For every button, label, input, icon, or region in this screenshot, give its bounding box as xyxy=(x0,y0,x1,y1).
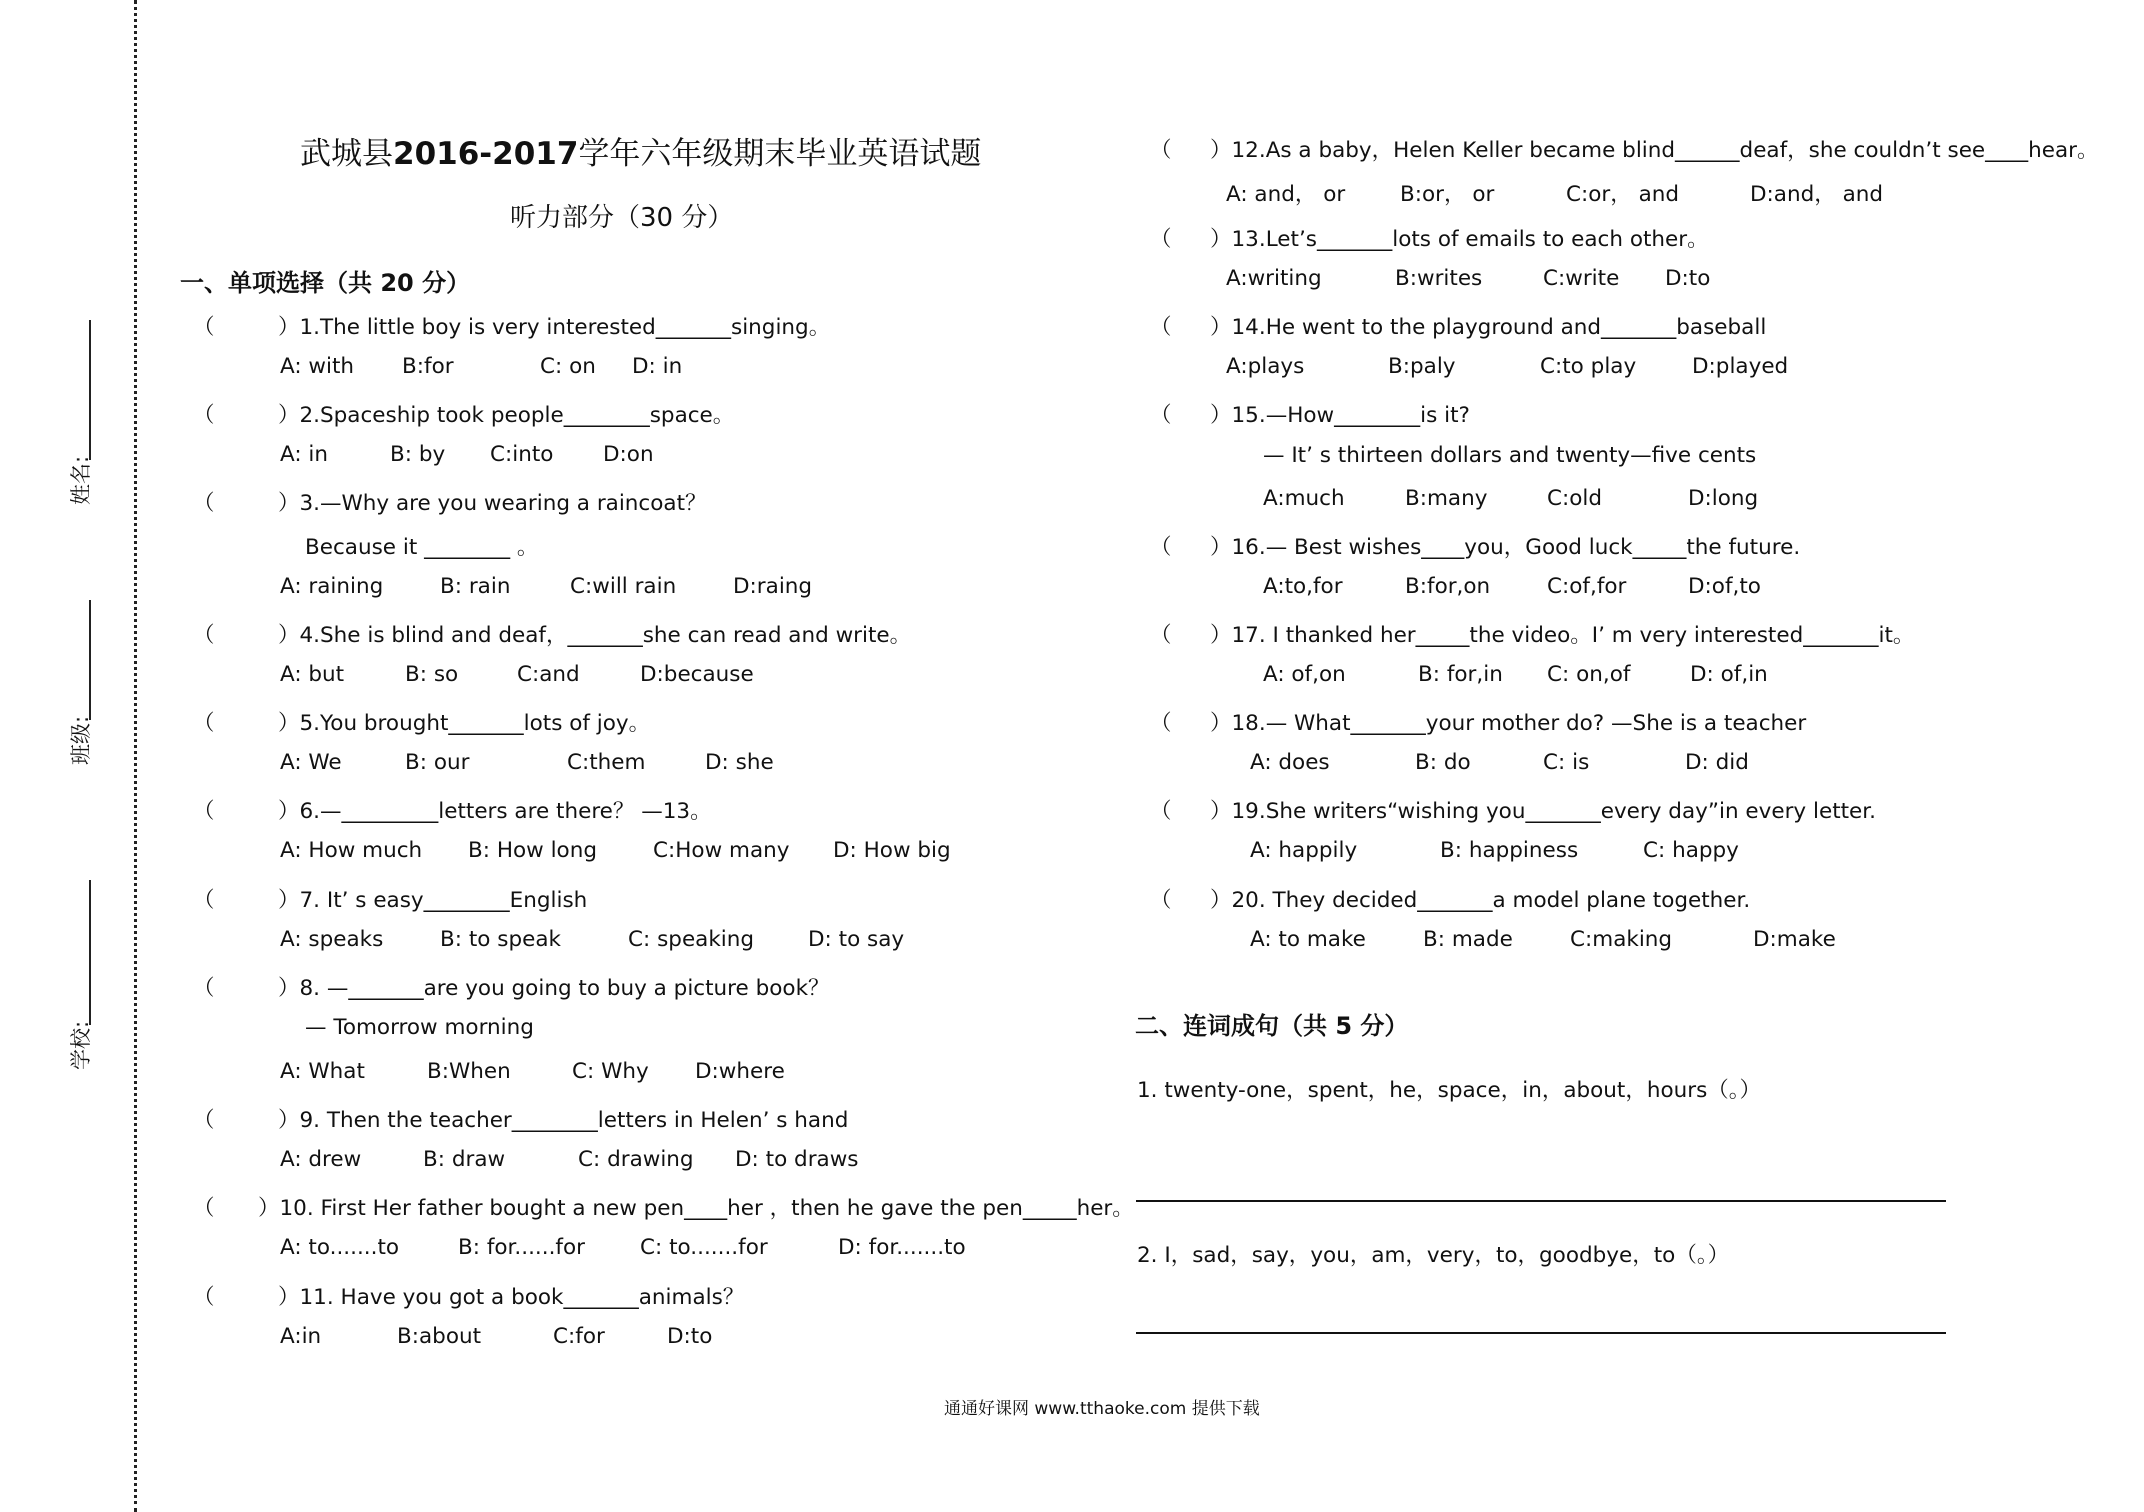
reorder-item-2: 2. I，sad，say，you，am，very，to，goodbye，to（。） xyxy=(1137,1243,1730,1268)
answer-bracket[interactable]: （ xyxy=(1150,888,1172,913)
school-rule xyxy=(89,880,91,1025)
answer-option: D:to xyxy=(1665,266,1711,291)
answer-option: B: How long xyxy=(468,838,597,863)
answer-option: D:on xyxy=(603,442,654,467)
question-stem: ）4.She is blind and deaf，_______she can read and write。 xyxy=(278,623,912,648)
answer-bracket[interactable]: （ xyxy=(1150,799,1172,824)
section2-heading: 二、连词成句（共 5 分） xyxy=(1135,1012,1409,1040)
answer-bracket[interactable]: （ xyxy=(193,1196,215,1221)
answer-option: B:many xyxy=(1405,486,1488,511)
question-stem: ）17. I thanked her_____the video。I’ m very interested_______it。 xyxy=(1210,623,1915,648)
answer-option: D:and， and xyxy=(1750,182,1884,207)
question-stem: ）19.She writers“wishing you_______every day”in every letter. xyxy=(1210,799,1876,824)
answer-option: B:writes xyxy=(1395,266,1483,291)
school-label: 学校: xyxy=(69,1020,93,1070)
answer-bracket[interactable]: （ xyxy=(193,403,215,428)
answer-bracket[interactable]: （ xyxy=(193,799,215,824)
answer-option: A: in xyxy=(280,442,329,467)
answer-option: A: but xyxy=(280,662,345,687)
answer-option: C:or， and xyxy=(1566,182,1680,207)
title-years: 2016-2017 xyxy=(393,136,579,172)
answer-option: A: of,on xyxy=(1263,662,1346,687)
answer-option: C: on,of xyxy=(1547,662,1631,687)
answer-option: B: rain xyxy=(440,574,511,599)
answer-option: C:How many xyxy=(653,838,790,863)
question-stem: ）3.—Why are you wearing a raincoat？ xyxy=(278,491,707,516)
class-field xyxy=(60,600,100,850)
answer-option: D:to xyxy=(667,1324,713,1349)
question-stem: ）11. Have you got a book_______animals？ xyxy=(278,1285,745,1310)
question-stem: ）15.—How________is it? xyxy=(1210,403,1470,428)
answer-option: D: for.......to xyxy=(838,1235,966,1260)
answer-option: C:of,for xyxy=(1547,574,1627,599)
question-stem: ）18.— What_______your mother do? —She is a teacher xyxy=(1210,711,1807,736)
answer-line-1[interactable] xyxy=(1136,1200,1946,1202)
answer-bracket[interactable]: （ xyxy=(1150,403,1172,428)
answer-option: A: raining xyxy=(280,574,384,599)
answer-bracket[interactable]: （ xyxy=(1150,227,1172,252)
question-stem: ）7. It’ s easy________English xyxy=(278,888,588,913)
answer-option: C:making xyxy=(1570,927,1673,952)
answer-option: B:or， or xyxy=(1400,182,1495,207)
answer-option: B: draw xyxy=(423,1147,506,1172)
answer-option: B: to speak xyxy=(440,927,561,952)
class-rule xyxy=(89,600,91,720)
answer-bracket[interactable]: （ xyxy=(1150,315,1172,340)
answer-bracket[interactable]: （ xyxy=(193,623,215,648)
question-stem: ）12.As a baby，Helen Keller became blind______deaf，she couldn’t see____hear。 xyxy=(1210,138,2099,163)
answer-bracket[interactable]: （ xyxy=(1150,535,1172,560)
answer-option: C: Why xyxy=(572,1059,649,1084)
school-field xyxy=(60,880,100,1100)
question-stem: ）20. They decided_______a model plane together. xyxy=(1210,888,1751,913)
answer-option: B: for,in xyxy=(1418,662,1503,687)
answer-option: B: for......for xyxy=(458,1235,585,1260)
answer-bracket[interactable]: （ xyxy=(1150,623,1172,648)
answer-option: A: happily xyxy=(1250,838,1358,863)
answer-option: A:writing xyxy=(1226,266,1322,291)
answer-option: C:them xyxy=(567,750,646,775)
footer-credit: 通通好课网 www.tthaoke.com 提供下载 xyxy=(944,1399,1260,1419)
question-stem: ）2.Spaceship took people________space。 xyxy=(278,403,735,428)
answer-option: C:into xyxy=(490,442,554,467)
answer-option: B: our xyxy=(405,750,470,775)
answer-option: A: with xyxy=(280,354,355,379)
answer-option: B: do xyxy=(1415,750,1471,775)
answer-line-2[interactable] xyxy=(1136,1332,1946,1334)
answer-option: A: and， or xyxy=(1226,182,1346,207)
answer-option: D: to draws xyxy=(735,1147,859,1172)
question-stem: ）5.You brought_______lots of joy。 xyxy=(278,711,651,736)
answer-option: B: made xyxy=(1423,927,1513,952)
answer-bracket[interactable]: （ xyxy=(193,888,215,913)
answer-option: D: of,in xyxy=(1690,662,1768,687)
answer-option: A:plays xyxy=(1226,354,1305,379)
answer-option: D: How big xyxy=(833,838,951,863)
answer-option: C: is xyxy=(1543,750,1590,775)
answer-option: A: drew xyxy=(280,1147,362,1172)
answer-option: A: We xyxy=(280,750,342,775)
name-rule xyxy=(89,320,91,460)
answer-option: C: drawing xyxy=(578,1147,694,1172)
class-label: 班级: xyxy=(69,715,93,765)
reorder-item-1: 1. twenty-one，spent，he，space，in，about，hours（。） xyxy=(1137,1078,1762,1103)
page-subtitle: 听力部分（30 分） xyxy=(510,203,734,233)
question-stem: ）6.—_________letters are there？ —13。 xyxy=(278,799,712,824)
answer-option: C:for xyxy=(553,1324,605,1349)
answer-option: D: did xyxy=(1685,750,1749,775)
answer-bracket[interactable]: （ xyxy=(193,491,215,516)
question-stem: ）13.Let’s_______lots of emails to each other。 xyxy=(1210,227,1709,252)
answer-option: B: happiness xyxy=(1440,838,1579,863)
answer-option: C:old xyxy=(1547,486,1603,511)
question-stem: ）8. —_______are you going to buy a picture book？ xyxy=(278,976,830,1001)
answer-bracket[interactable]: （ xyxy=(193,1285,215,1310)
answer-bracket[interactable]: （ xyxy=(193,976,215,1001)
answer-option: D:because xyxy=(640,662,754,687)
page-title xyxy=(300,128,1020,173)
answer-option: D:long xyxy=(1688,486,1759,511)
title-county: 武城县 xyxy=(300,136,393,172)
question-continuation: — It’ s thirteen dollars and twenty—five cents xyxy=(1263,443,1757,468)
answer-option: D: she xyxy=(705,750,774,775)
name-field xyxy=(60,320,100,570)
answer-option: A:much xyxy=(1263,486,1345,511)
answer-option: A:to,for xyxy=(1263,574,1343,599)
answer-option: A: What xyxy=(280,1059,365,1084)
answer-option: C: to.......for xyxy=(640,1235,768,1260)
answer-option: A: How much xyxy=(280,838,423,863)
title-text: 学年六年级期末毕业英语试题 xyxy=(578,136,982,172)
question-continuation: Because it ________ 。 xyxy=(305,535,539,560)
question-stem: ）9. Then the teacher________letters in Helen’ s hand xyxy=(278,1108,849,1133)
answer-option: A: does xyxy=(1250,750,1330,775)
answer-option: A: to make xyxy=(1250,927,1366,952)
answer-option: B:for,on xyxy=(1405,574,1491,599)
answer-option: B:paly xyxy=(1388,354,1456,379)
answer-option: C:and xyxy=(517,662,580,687)
answer-option: C: on xyxy=(540,354,596,379)
answer-option: D:of,to xyxy=(1688,574,1761,599)
answer-bracket[interactable]: （ xyxy=(193,1108,215,1133)
answer-option: B: so xyxy=(405,662,459,687)
answer-option: D:make xyxy=(1753,927,1836,952)
answer-option: A: to.......to xyxy=(280,1235,400,1260)
section1-heading: 一、单项选择（共 20 分） xyxy=(180,269,471,297)
answer-bracket[interactable]: （ xyxy=(193,711,215,736)
answer-option: D:played xyxy=(1692,354,1789,379)
question-stem: ）1.The little boy is very interested_______singing。 xyxy=(278,315,831,340)
question-continuation: — Tomorrow morning xyxy=(305,1015,534,1040)
answer-bracket[interactable]: （ xyxy=(1150,711,1172,736)
question-stem: ）14.He went to the playground and_______baseball xyxy=(1210,315,1767,340)
name-label: 姓名: xyxy=(69,455,93,505)
answer-bracket[interactable]: （ xyxy=(1150,138,1172,163)
answer-option: A: speaks xyxy=(280,927,384,952)
answer-option: D: to say xyxy=(808,927,905,952)
answer-option: A:in xyxy=(280,1324,322,1349)
answer-option: D: in xyxy=(632,354,683,379)
answer-option: C: happy xyxy=(1643,838,1739,863)
answer-option: B:for xyxy=(402,354,454,379)
answer-option: B:When xyxy=(427,1059,511,1084)
answer-bracket[interactable]: （ xyxy=(193,315,215,340)
question-stem: ）10. First Her father bought a new pen____her ，then he gave the pen_____her。 xyxy=(258,1196,1134,1221)
answer-option: C:to play xyxy=(1540,354,1637,379)
answer-option: B:about xyxy=(397,1324,482,1349)
answer-option: C: speaking xyxy=(628,927,755,952)
binding-dotted-line xyxy=(134,0,137,1512)
answer-option: D:where xyxy=(695,1059,785,1084)
question-stem: ）16.— Best wishes____you，Good luck_____the future. xyxy=(1210,535,1801,560)
answer-option: C:write xyxy=(1543,266,1620,291)
answer-option: B: by xyxy=(390,442,446,467)
answer-option: D:raing xyxy=(733,574,813,599)
answer-option: C:will rain xyxy=(570,574,677,599)
